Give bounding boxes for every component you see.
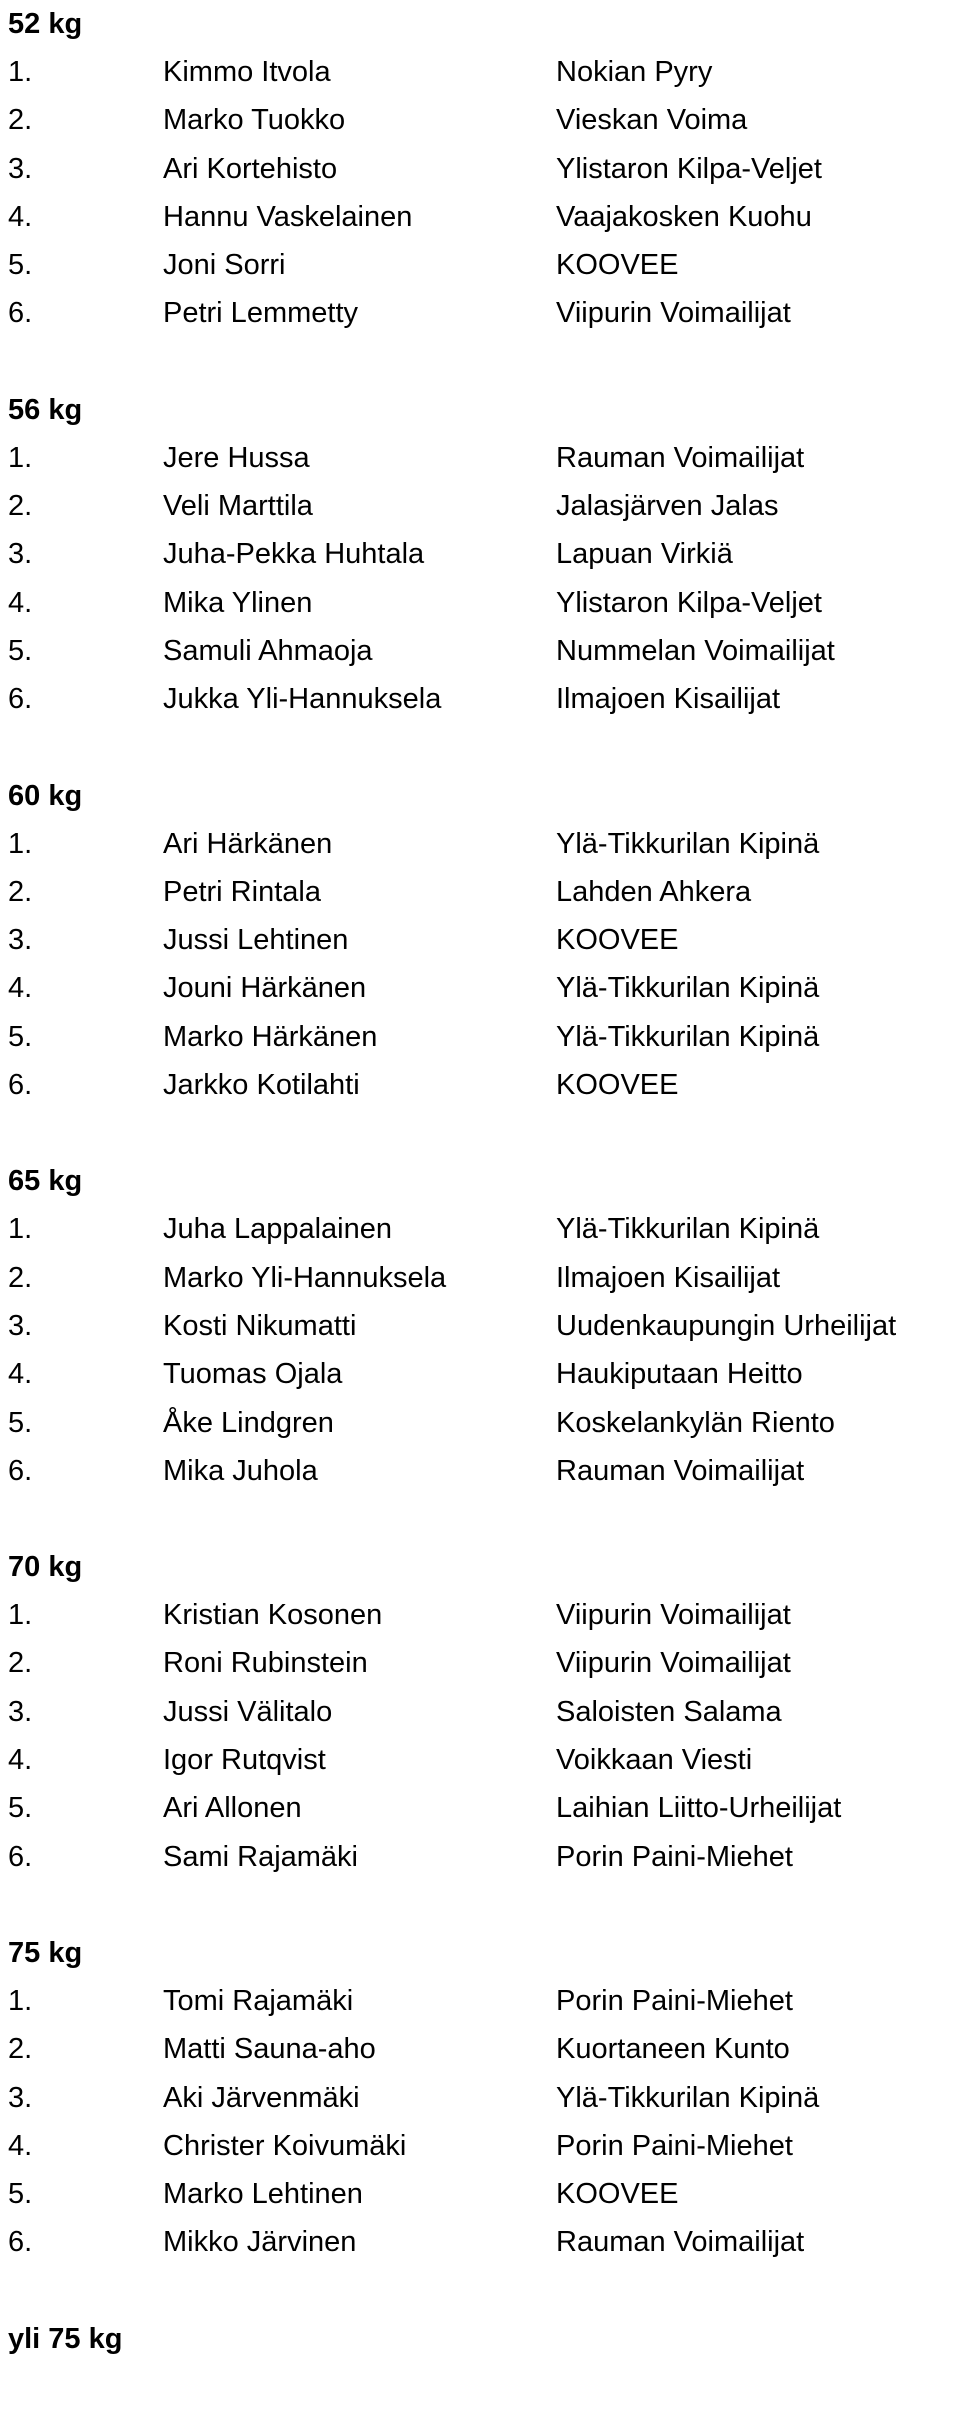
weight-class-heading: yli 75 kg	[8, 2322, 123, 2355]
athlete-name: Juha-Pekka Huhtala	[163, 538, 425, 571]
placement: 2.	[8, 104, 33, 137]
placement: 2.	[8, 2033, 33, 2066]
club-name: Lapuan Virkiä	[556, 538, 733, 571]
result-row	[8, 1350, 958, 1398]
result-row	[8, 1254, 958, 1302]
athlete-name: Juha Lappalainen	[163, 1213, 392, 1246]
placement: 5.	[8, 249, 33, 282]
club-name: Porin Paini-Miehet	[556, 2129, 793, 2162]
athlete-name: Jukka Yli-Hannuksela	[163, 683, 442, 716]
club-name: Viipurin Voimailijat	[556, 1599, 791, 1632]
weight-class-section	[8, 0, 958, 338]
result-row	[8, 434, 958, 482]
club-name: Porin Paini-Miehet	[556, 1984, 793, 2017]
club-name: Ilmajoen Kisailijat	[556, 683, 781, 716]
club-name: Ylistaron Kilpa-Veljet	[556, 586, 822, 619]
club-name: Jalasjärven Jalas	[556, 490, 779, 523]
result-row	[8, 1302, 958, 1350]
result-row	[8, 1977, 958, 2025]
athlete-name: Ari Allonen	[163, 1792, 302, 1825]
athlete-name: Ari Kortehisto	[163, 152, 338, 185]
result-row	[8, 530, 958, 578]
athlete-name: Mika Ylinen	[163, 586, 313, 619]
club-name: Ylistaron Kilpa-Veljet	[556, 152, 822, 185]
athlete-name: Tuomas Ojala	[163, 1358, 343, 1391]
athlete-name: Mika Juhola	[163, 1454, 318, 1487]
result-row	[8, 1399, 958, 1447]
club-name: Nummelan Voimailijat	[556, 634, 835, 667]
result-row	[8, 2122, 958, 2170]
weight-class-heading: 70 kg	[8, 1551, 83, 1584]
placement: 3.	[8, 152, 33, 185]
athlete-name: Jere Hussa	[163, 441, 310, 474]
club-name: KOOVEE	[556, 1069, 679, 1102]
athlete-name: Roni Rubinstein	[163, 1647, 368, 1680]
athlete-name: Veli Marttila	[163, 490, 313, 523]
weight-class-section	[8, 1543, 958, 1881]
placement: 5.	[8, 2178, 33, 2211]
athlete-name: Sami Rajamäki	[163, 1840, 358, 1873]
club-name: Ylä-Tikkurilan Kipinä	[556, 1020, 820, 1053]
result-row	[8, 820, 958, 868]
result-row	[8, 2074, 958, 2122]
placement: 5.	[8, 634, 33, 667]
placement: 4.	[8, 1358, 33, 1391]
placement: 4.	[8, 200, 33, 233]
result-row	[8, 1784, 958, 1832]
result-row	[8, 96, 958, 144]
placement: 1.	[8, 1984, 33, 2017]
placement: 3.	[8, 538, 33, 571]
weight-class-section	[8, 1157, 958, 1495]
athlete-name: Petri Rintala	[163, 875, 321, 908]
club-name: Viipurin Voimailijat	[556, 297, 791, 330]
club-name: KOOVEE	[556, 924, 679, 957]
result-row	[8, 482, 958, 530]
result-row	[8, 193, 958, 241]
result-row	[8, 1688, 958, 1736]
weight-class-heading: 56 kg	[8, 393, 83, 426]
club-name: Rauman Voimailijat	[556, 441, 805, 474]
weight-class-heading: 52 kg	[8, 8, 83, 40]
weight-class-section	[8, 386, 958, 724]
placement: 2.	[8, 875, 33, 908]
result-row	[8, 2218, 958, 2266]
club-name: Lahden Ahkera	[556, 875, 752, 908]
club-name: Rauman Voimailijat	[556, 1454, 805, 1487]
athlete-name: Ari Härkänen	[163, 827, 333, 860]
result-row	[8, 579, 958, 627]
athlete-name: Mikko Järvinen	[163, 2226, 357, 2259]
placement: 6.	[8, 1069, 33, 1102]
club-name: Nokian Pyry	[556, 56, 713, 88]
club-name: Vaajakosken Kuohu	[556, 200, 812, 233]
club-name: Ilmajoen Kisailijat	[556, 1261, 781, 1294]
placement: 3.	[8, 924, 33, 957]
placement: 2.	[8, 1261, 33, 1294]
athlete-name: Kosti Nikumatti	[163, 1309, 357, 1342]
athlete-name: Marko Tuokko	[163, 104, 346, 137]
weight-class-heading: 75 kg	[8, 1936, 83, 1969]
club-name: KOOVEE	[556, 249, 679, 282]
result-row	[8, 964, 958, 1012]
club-name: Porin Paini-Miehet	[556, 1840, 793, 1873]
placement: 3.	[8, 2081, 33, 2114]
athlete-name: Christer Koivumäki	[163, 2129, 407, 2162]
result-row	[8, 1591, 958, 1639]
weight-class-section	[8, 772, 958, 1110]
club-name: Ylä-Tikkurilan Kipinä	[556, 1213, 820, 1246]
placement: 6.	[8, 1840, 33, 1873]
athlete-name: Åke Lindgren	[163, 1406, 334, 1439]
weight-class-heading: 65 kg	[8, 1165, 83, 1198]
athlete-name: Jarkko Kotilahti	[163, 1069, 360, 1102]
placement: 6.	[8, 1454, 33, 1487]
club-name: Koskelankylän Riento	[556, 1406, 835, 1439]
result-row	[8, 868, 958, 916]
club-name: Viipurin Voimailijat	[556, 1647, 791, 1680]
placement: 6.	[8, 2226, 33, 2259]
placement: 4.	[8, 586, 33, 619]
placement: 1.	[8, 1213, 33, 1246]
club-name: Laihian Liitto-Urheilijat	[556, 1792, 842, 1825]
result-row	[8, 627, 958, 675]
result-row	[8, 1833, 958, 1881]
placement: 2.	[8, 1647, 33, 1680]
result-row	[8, 1061, 958, 1109]
result-row	[8, 2025, 958, 2073]
athlete-name: Jussi Välitalo	[163, 1695, 333, 1728]
placement: 2.	[8, 490, 33, 523]
athlete-name: Petri Lemmetty	[163, 297, 358, 330]
athlete-name: Aki Järvenmäki	[163, 2081, 360, 2114]
result-row	[8, 241, 958, 289]
club-name: Ylä-Tikkurilan Kipinä	[556, 2081, 820, 2114]
athlete-name: Hannu Vaskelainen	[163, 200, 413, 233]
result-row	[8, 1013, 958, 1061]
placement: 4.	[8, 2129, 33, 2162]
club-name: KOOVEE	[556, 2178, 679, 2211]
weight-class-section	[8, 1929, 958, 2267]
club-name: Ylä-Tikkurilan Kipinä	[556, 972, 820, 1005]
placement: 1.	[8, 56, 33, 88]
placement: 5.	[8, 1792, 33, 1825]
club-name: Saloisten Salama	[556, 1695, 782, 1728]
result-row	[8, 675, 958, 723]
result-row	[8, 289, 958, 337]
weight-class-section	[8, 2315, 958, 2363]
athlete-name: Matti Sauna-aho	[163, 2033, 376, 2066]
club-name: Uudenkaupungin Urheilijat	[556, 1309, 897, 1342]
club-name: Ylä-Tikkurilan Kipinä	[556, 827, 820, 860]
athlete-name: Igor Rutqvist	[163, 1744, 326, 1777]
placement: 4.	[8, 1744, 33, 1777]
placement: 1.	[8, 441, 33, 474]
result-row	[8, 145, 958, 193]
athlete-name: Kristian Kosonen	[163, 1599, 383, 1632]
result-row	[8, 48, 958, 96]
placement: 1.	[8, 1599, 33, 1632]
athlete-name: Jussi Lehtinen	[163, 924, 349, 957]
results-document	[8, 0, 958, 2411]
placement: 6.	[8, 297, 33, 330]
result-row	[8, 1736, 958, 1784]
club-name: Kuortaneen Kunto	[556, 2033, 790, 2066]
club-name: Vieskan Voima	[556, 104, 748, 137]
athlete-name: Tomi Rajamäki	[163, 1984, 354, 2017]
placement: 3.	[8, 1309, 33, 1342]
placement: 1.	[8, 827, 33, 860]
athlete-name: Marko Yli-Hannuksela	[163, 1261, 447, 1294]
placement: 5.	[8, 1020, 33, 1053]
athlete-name: Samuli Ahmaoja	[163, 634, 373, 667]
placement: 4.	[8, 972, 33, 1005]
result-row	[8, 2170, 958, 2218]
athlete-name: Marko Lehtinen	[163, 2178, 363, 2211]
athlete-name: Marko Härkänen	[163, 1020, 378, 1053]
result-row	[8, 1447, 958, 1495]
athlete-name: Kimmo Itvola	[163, 56, 331, 88]
athlete-name: Jouni Härkänen	[163, 972, 367, 1005]
result-row	[8, 1205, 958, 1253]
result-row	[8, 1639, 958, 1687]
weight-class-heading: 60 kg	[8, 779, 83, 812]
placement: 5.	[8, 1406, 33, 1439]
placement: 3.	[8, 1695, 33, 1728]
club-name: Rauman Voimailijat	[556, 2226, 805, 2259]
club-name: Haukiputaan Heitto	[556, 1358, 803, 1391]
placement: 6.	[8, 683, 33, 716]
club-name: Voikkaan Viesti	[556, 1744, 753, 1777]
result-row	[8, 916, 958, 964]
athlete-name: Joni Sorri	[163, 249, 286, 282]
